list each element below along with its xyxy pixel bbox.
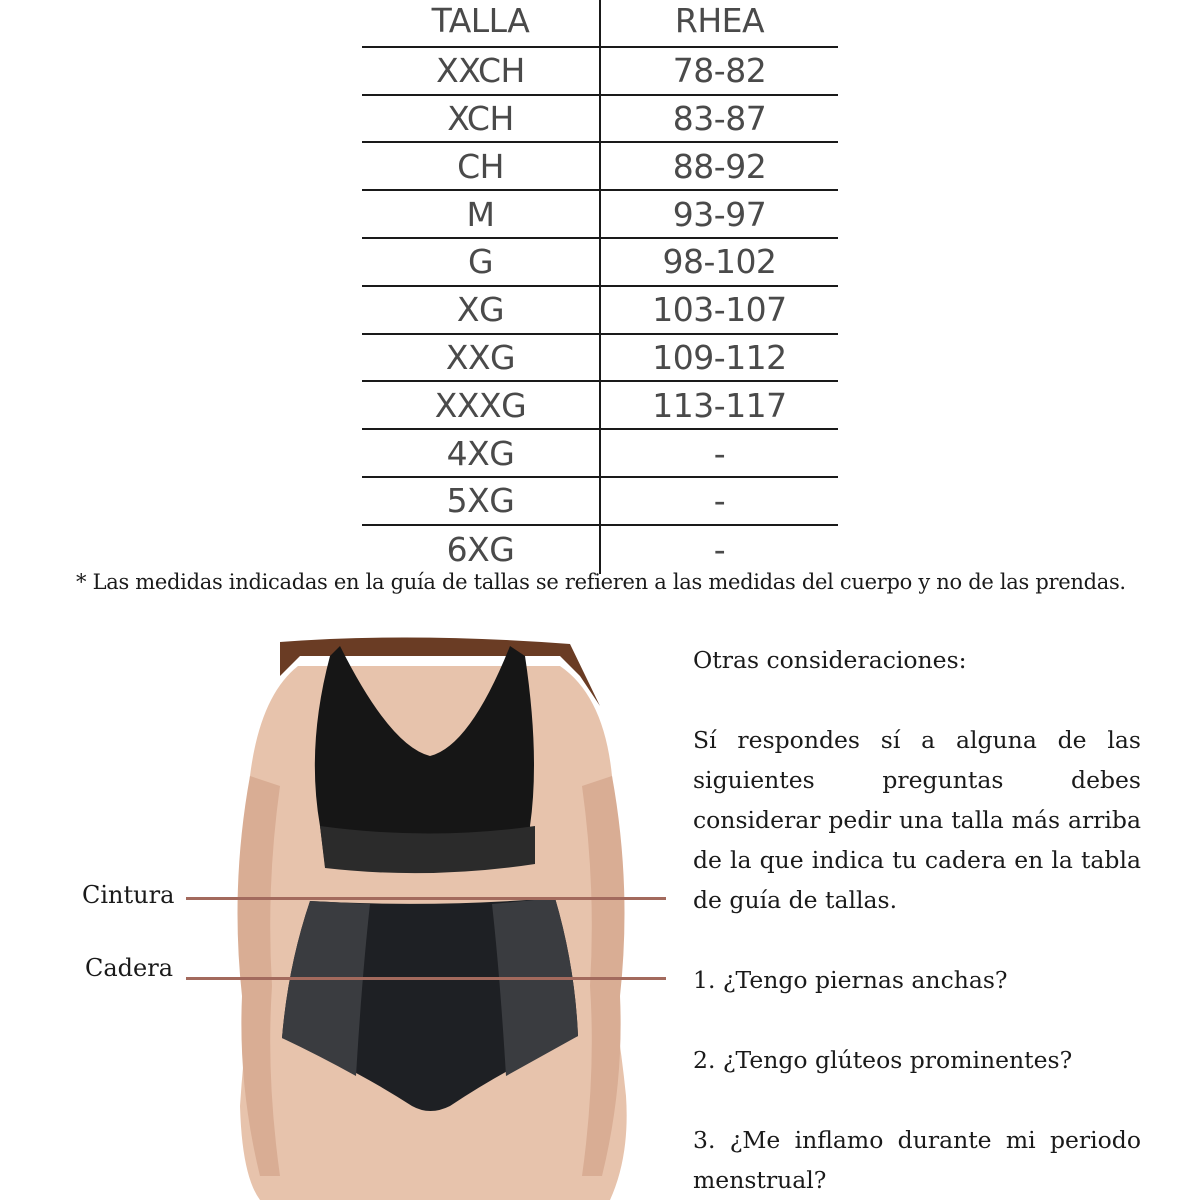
footnote: * Las medidas indicadas en la guía de tallas se refieren a las medidas del cuerpo y no de las prendas.: [76, 570, 1126, 594]
table-header-row: [362, 0, 838, 48]
measure-cell: 98-102: [662, 242, 777, 282]
question-2: 2. ¿Tengo glúteos prominentes?: [693, 1046, 1073, 1074]
size-cell: XXG: [362, 335, 601, 381]
considerations-section: [693, 640, 1141, 1200]
table-row: [362, 239, 838, 287]
size-cell: CH: [362, 143, 601, 189]
table-row: [362, 478, 838, 526]
body-figure-svg: [180, 636, 680, 1200]
size-cell: XXCH: [362, 48, 601, 94]
size-cell: 6XG: [362, 526, 601, 574]
table-row: [362, 430, 838, 478]
table-row: [362, 526, 838, 574]
hip-guide-line: [186, 977, 666, 980]
measure-cell: 109-112: [652, 337, 787, 377]
table-row: [362, 48, 838, 96]
header-rhea: RHEA: [674, 0, 765, 40]
size-cell: XXXG: [362, 382, 601, 428]
table-row: [362, 382, 838, 430]
measure-cell: -: [713, 530, 726, 570]
considerations-intro: Sí respondes sí a alguna de las siguientes preguntas debes considerar pedir una talla más arriba de la que indica tu cadera en la tabla de guía de tallas.: [693, 726, 1141, 914]
size-cell: 5XG: [362, 478, 601, 524]
question-3: 3. ¿Me inflamo durante mi periodo menstrual?: [693, 1126, 1141, 1194]
table-row: [362, 287, 838, 335]
size-cell: 4XG: [362, 430, 601, 476]
size-cell: M: [362, 191, 601, 237]
hip-label: Cadera: [85, 954, 174, 982]
considerations-title: Otras consideraciones:: [693, 646, 967, 674]
waist-guide-line: [186, 897, 666, 900]
measure-cell: 103-107: [652, 290, 787, 330]
table-row: [362, 143, 838, 191]
body-illustration: [180, 636, 680, 1200]
measure-cell: -: [713, 481, 726, 521]
size-table: [362, 0, 838, 574]
size-cell: G: [362, 239, 601, 285]
measure-cell: 93-97: [672, 194, 767, 234]
measure-cell: 113-117: [652, 385, 787, 425]
size-cell: XG: [362, 287, 601, 333]
size-cell: XCH: [362, 96, 601, 142]
measure-cell: -: [713, 433, 726, 473]
table-row: [362, 335, 838, 383]
header-talla: TALLA: [362, 0, 601, 46]
measure-cell: 78-82: [672, 51, 767, 91]
question-1: 1. ¿Tengo piernas anchas?: [693, 966, 1008, 994]
table-row: [362, 96, 838, 144]
measure-cell: 88-92: [672, 146, 767, 186]
measure-cell: 83-87: [672, 98, 767, 138]
table-row: [362, 191, 838, 239]
waist-label: Cintura: [82, 881, 175, 909]
